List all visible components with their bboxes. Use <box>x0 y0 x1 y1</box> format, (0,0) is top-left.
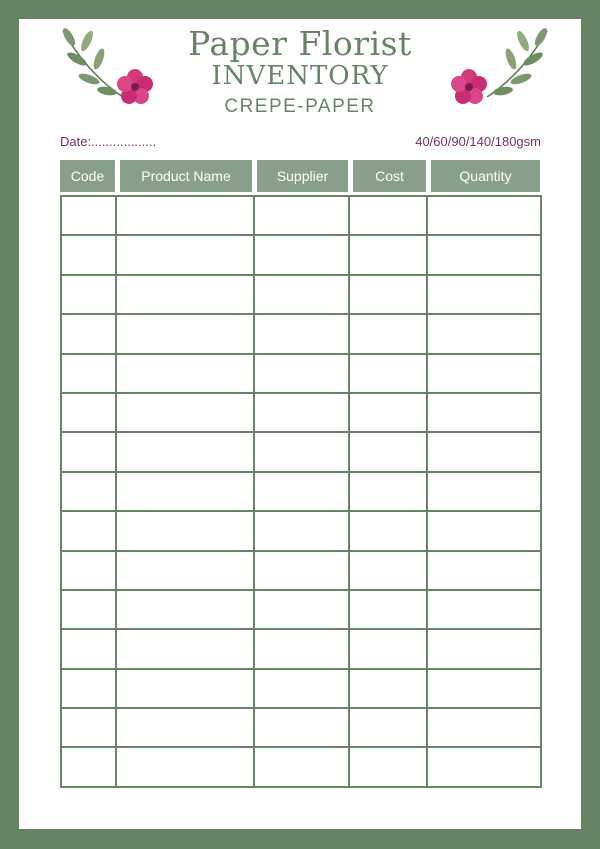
cell-code[interactable] <box>61 314 116 353</box>
table-row <box>61 511 541 550</box>
cell-supplier[interactable] <box>254 314 349 353</box>
cell-cost[interactable] <box>349 354 427 393</box>
cell-product-name[interactable] <box>116 747 254 787</box>
cell-quantity[interactable] <box>427 275 541 314</box>
table-row <box>61 669 541 708</box>
cell-supplier[interactable] <box>254 629 349 668</box>
cell-quantity[interactable] <box>427 747 541 787</box>
paper-weights-label: 40/60/90/140/180gsm <box>415 134 541 149</box>
cell-code[interactable] <box>61 196 116 235</box>
table-row <box>61 747 541 787</box>
cell-cost[interactable] <box>349 432 427 471</box>
title-line-2: INVENTORY <box>211 61 389 91</box>
cell-quantity[interactable] <box>427 629 541 668</box>
cell-quantity[interactable] <box>427 590 541 629</box>
cell-cost[interactable] <box>349 196 427 235</box>
cell-cost[interactable] <box>349 629 427 668</box>
table-row <box>61 235 541 274</box>
cell-supplier[interactable] <box>254 275 349 314</box>
cell-code[interactable] <box>61 747 116 787</box>
inventory-table <box>60 195 542 788</box>
cell-cost[interactable] <box>349 393 427 432</box>
column-header-cost: Cost <box>353 160 426 192</box>
table-row <box>61 629 541 668</box>
column-header-quantity: Quantity <box>431 160 540 192</box>
cell-supplier[interactable] <box>254 196 349 235</box>
cell-product-name[interactable] <box>116 432 254 471</box>
column-header-supplier: Supplier <box>257 160 348 192</box>
cell-product-name[interactable] <box>116 708 254 747</box>
table-row <box>61 314 541 353</box>
cell-product-name[interactable] <box>116 590 254 629</box>
cell-cost[interactable] <box>349 590 427 629</box>
cell-supplier[interactable] <box>254 708 349 747</box>
cell-code[interactable] <box>61 629 116 668</box>
cell-code[interactable] <box>61 354 116 393</box>
cell-code[interactable] <box>61 432 116 471</box>
cell-cost[interactable] <box>349 275 427 314</box>
cell-code[interactable] <box>61 590 116 629</box>
cell-supplier[interactable] <box>254 432 349 471</box>
table-row <box>61 275 541 314</box>
cell-quantity[interactable] <box>427 314 541 353</box>
cell-code[interactable] <box>61 275 116 314</box>
cell-cost[interactable] <box>349 747 427 787</box>
table-row <box>61 708 541 747</box>
cell-code[interactable] <box>61 472 116 511</box>
inventory-sheet <box>19 19 581 829</box>
cell-quantity[interactable] <box>427 551 541 590</box>
cell-quantity[interactable] <box>427 669 541 708</box>
table-row <box>61 590 541 629</box>
cell-cost[interactable] <box>349 472 427 511</box>
cell-product-name[interactable] <box>116 472 254 511</box>
cell-supplier[interactable] <box>254 590 349 629</box>
cell-code[interactable] <box>61 393 116 432</box>
cell-product-name[interactable] <box>116 669 254 708</box>
cell-product-name[interactable] <box>116 551 254 590</box>
cell-code[interactable] <box>61 669 116 708</box>
cell-cost[interactable] <box>349 551 427 590</box>
cell-cost[interactable] <box>349 511 427 550</box>
cell-supplier[interactable] <box>254 235 349 274</box>
cell-product-name[interactable] <box>116 393 254 432</box>
cell-quantity[interactable] <box>427 393 541 432</box>
cell-quantity[interactable] <box>427 196 541 235</box>
cell-supplier[interactable] <box>254 472 349 511</box>
cell-product-name[interactable] <box>116 511 254 550</box>
date-field[interactable]: Date:.................. <box>60 134 157 149</box>
cell-quantity[interactable] <box>427 354 541 393</box>
cell-supplier[interactable] <box>254 669 349 708</box>
cell-cost[interactable] <box>349 708 427 747</box>
title-line-3: CREPE-PAPER <box>224 96 376 117</box>
table-row <box>61 196 541 235</box>
cell-cost[interactable] <box>349 669 427 708</box>
cell-supplier[interactable] <box>254 551 349 590</box>
cell-quantity[interactable] <box>427 708 541 747</box>
table-row <box>61 354 541 393</box>
cell-cost[interactable] <box>349 235 427 274</box>
cell-product-name[interactable] <box>116 196 254 235</box>
table-row <box>61 393 541 432</box>
cell-code[interactable] <box>61 235 116 274</box>
cell-quantity[interactable] <box>427 432 541 471</box>
cell-quantity[interactable] <box>427 511 541 550</box>
cell-code[interactable] <box>61 708 116 747</box>
table-row <box>61 472 541 511</box>
cell-cost[interactable] <box>349 314 427 353</box>
cell-code[interactable] <box>61 511 116 550</box>
table-row <box>61 551 541 590</box>
cell-supplier[interactable] <box>254 511 349 550</box>
cell-code[interactable] <box>61 551 116 590</box>
cell-supplier[interactable] <box>254 354 349 393</box>
cell-product-name[interactable] <box>116 354 254 393</box>
cell-quantity[interactable] <box>427 472 541 511</box>
cell-product-name[interactable] <box>116 275 254 314</box>
cell-supplier[interactable] <box>254 747 349 787</box>
column-header-code: Code <box>60 160 115 192</box>
cell-product-name[interactable] <box>116 235 254 274</box>
title-line-1: Paper Florist <box>188 24 412 63</box>
cell-supplier[interactable] <box>254 393 349 432</box>
cell-product-name[interactable] <box>116 629 254 668</box>
table-row <box>61 432 541 471</box>
cell-product-name[interactable] <box>116 314 254 353</box>
cell-quantity[interactable] <box>427 235 541 274</box>
column-header-product-name: Product Name <box>120 160 252 192</box>
